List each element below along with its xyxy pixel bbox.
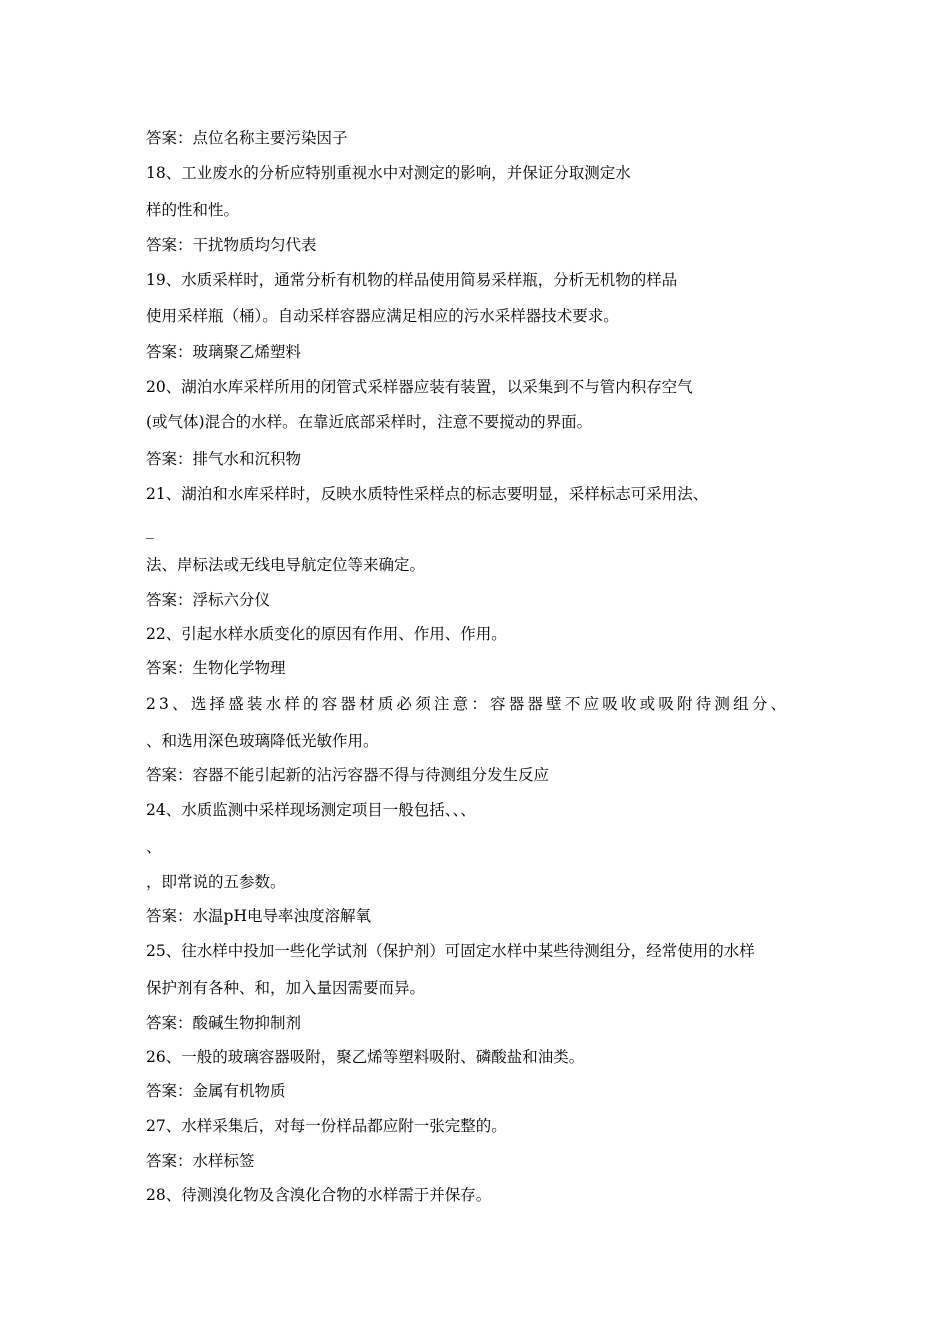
question-text: ，即常说的五参数。 — [146, 873, 286, 891]
question-text: ，加入量因需要而异。 — [270, 979, 426, 997]
question-text: 法、 — [677, 485, 709, 503]
question-text: 25、往水样中投加一些化学试剂（保护剂）可固定水样中某些待测组分，经常使用的水样 — [146, 942, 755, 960]
question-24-cont — [146, 872, 286, 892]
answer-text: 均匀 — [254, 236, 286, 254]
answer-text: 溶解氧 — [324, 907, 372, 925]
question-24 — [146, 800, 476, 820]
question-18 — [146, 163, 631, 183]
answer-text: 答案：容器不能引起新的沾污 — [146, 766, 348, 784]
answer-text: 答案：水温 — [146, 907, 224, 925]
question-text: _ — [146, 521, 154, 539]
answer-text: 答案：酸 — [146, 1014, 209, 1032]
question-21-underscore — [146, 520, 154, 540]
question-text: 的界面。 — [530, 413, 593, 431]
question-text: 26、一般的玻璃容器吸附 — [146, 1048, 321, 1066]
answer-17 — [146, 128, 348, 148]
question-text: 22、引起水样水质变化的原因有 — [146, 625, 368, 643]
question-text: 、 — [146, 732, 162, 750]
answer-text: 生物抑制剂 — [223, 1014, 302, 1032]
answer-text: 水和沉积物 — [223, 450, 302, 468]
question-text: 性和 — [177, 201, 209, 219]
question-text: 对测定的影响，并保证分取测定水 — [398, 164, 631, 182]
question-text: ，聚乙烯等塑料吸附 — [320, 1048, 461, 1066]
question-text: 装置，以采集到不与管内积存空气 — [460, 378, 693, 396]
question-text: 作用。 — [460, 625, 507, 643]
question-27 — [146, 1116, 507, 1136]
answer-text: 化学 — [223, 659, 255, 677]
answer-text: 聚乙烯塑料 — [223, 343, 302, 361]
question-text: 采样瓶，分析无机物的样品 — [491, 271, 678, 289]
question-26 — [146, 1047, 584, 1067]
answer-text: 答案：排气 — [146, 450, 224, 468]
question-text: 、 — [452, 801, 461, 819]
answer-text: 答案：浮标 — [146, 591, 224, 609]
question-text: 、 — [460, 801, 476, 819]
answer-text: 浊度 — [293, 907, 325, 925]
question-text: 、磷酸盐和油类。 — [460, 1048, 585, 1066]
question-text: 。 — [491, 1117, 507, 1135]
question-20 — [146, 377, 693, 397]
answer-text: 电导率 — [246, 907, 294, 925]
answer-25 — [146, 1013, 301, 1033]
question-18-cont — [146, 200, 239, 220]
answer-26 — [146, 1081, 286, 1101]
question-text: 保存。 — [444, 1186, 492, 1204]
answer-27 — [146, 1151, 255, 1171]
answer-text: 答案：生物 — [146, 659, 224, 677]
answer-text: pH — [223, 907, 247, 925]
answer-text: 答案：点位名称 — [146, 129, 255, 147]
question-22 — [146, 624, 507, 644]
question-28 — [146, 1185, 491, 1205]
question-text: 和选用深色玻璃降低光敏作用。 — [161, 732, 379, 750]
question-19 — [146, 270, 677, 290]
question-text: 作用、 — [367, 625, 414, 643]
answer-24 — [146, 906, 371, 926]
question-23-cont — [146, 731, 379, 751]
answer-22 — [146, 658, 286, 678]
question-text: 、 — [444, 801, 453, 819]
question-text: (或气体)混合的水样。在靠近底部采样时，注意不要搅动 — [146, 413, 531, 431]
answer-text: 碱 — [208, 1014, 224, 1032]
question-text: 、 — [239, 979, 255, 997]
answer-19 — [146, 342, 301, 362]
question-text: 法、岸标法或无线电导航定位等来确定。 — [146, 556, 426, 574]
answer-18 — [146, 235, 317, 255]
answer-text: 六分仪 — [223, 591, 271, 609]
question-text: 样的 — [146, 201, 178, 219]
answer-21 — [146, 590, 270, 610]
answer-text: 答案：金属 — [146, 1082, 224, 1100]
question-19-cont — [146, 306, 619, 326]
answer-text: 代表 — [285, 236, 317, 254]
question-text: 、 — [146, 838, 162, 856]
question-23 — [146, 694, 789, 714]
answer-23 — [146, 765, 549, 785]
question-text: 27、水样采集后，对每一份样品都应附一张完整的 — [146, 1117, 492, 1135]
question-25 — [146, 941, 755, 961]
answer-text: 答案：玻璃 — [146, 343, 224, 361]
question-text: 24、水质监测中采样现场测定项目一般包括 — [146, 801, 445, 819]
answer-20 — [146, 449, 301, 469]
question-text: 使用 — [146, 307, 178, 325]
question-text: 保护剂有各种 — [146, 979, 240, 997]
answer-text: 主要污染因子 — [254, 129, 348, 147]
question-text: 19、水质采样时，通常分析有机物的样品使用简易 — [146, 271, 492, 289]
question-text: 21、湖泊和水库采样时，反映水质特性采样点的标志要明显，采样标志可采用 — [146, 485, 678, 503]
answer-text: 答案：水样标签 — [146, 1152, 255, 1170]
question-21 — [146, 484, 708, 504]
question-text: 作用、 — [413, 625, 461, 643]
question-text: 20、湖泊水库采样所用的闭管式采样器应装有 — [146, 378, 461, 396]
question-text: 和 — [254, 979, 271, 997]
question-25-cont — [146, 978, 425, 998]
question-21-cont — [146, 555, 425, 575]
question-text: 23、选择盛装水样的容器材质必须注意：容器器壁不应吸收或吸附待测组分、 — [146, 695, 790, 713]
question-24-comma — [146, 837, 162, 857]
question-text: 并 — [429, 1186, 445, 1204]
answer-text: 有机物质 — [223, 1082, 286, 1100]
answer-text: 物理 — [254, 659, 286, 677]
question-20-cont — [146, 412, 592, 432]
answer-text: 容器不得与待测组分发生反应 — [347, 766, 550, 784]
question-text: 性。 — [208, 201, 240, 219]
question-text: 采样瓶（桶）。自动采样容器应满足相应的污水采样器技术要求。 — [177, 307, 619, 325]
answer-text: 答案：干扰物质 — [146, 236, 255, 254]
question-text: 28、待测溴化物及含溴化合物的水样需于 — [146, 1186, 430, 1204]
question-text: 18、工业废水的分析应特别重视水中 — [146, 164, 399, 182]
